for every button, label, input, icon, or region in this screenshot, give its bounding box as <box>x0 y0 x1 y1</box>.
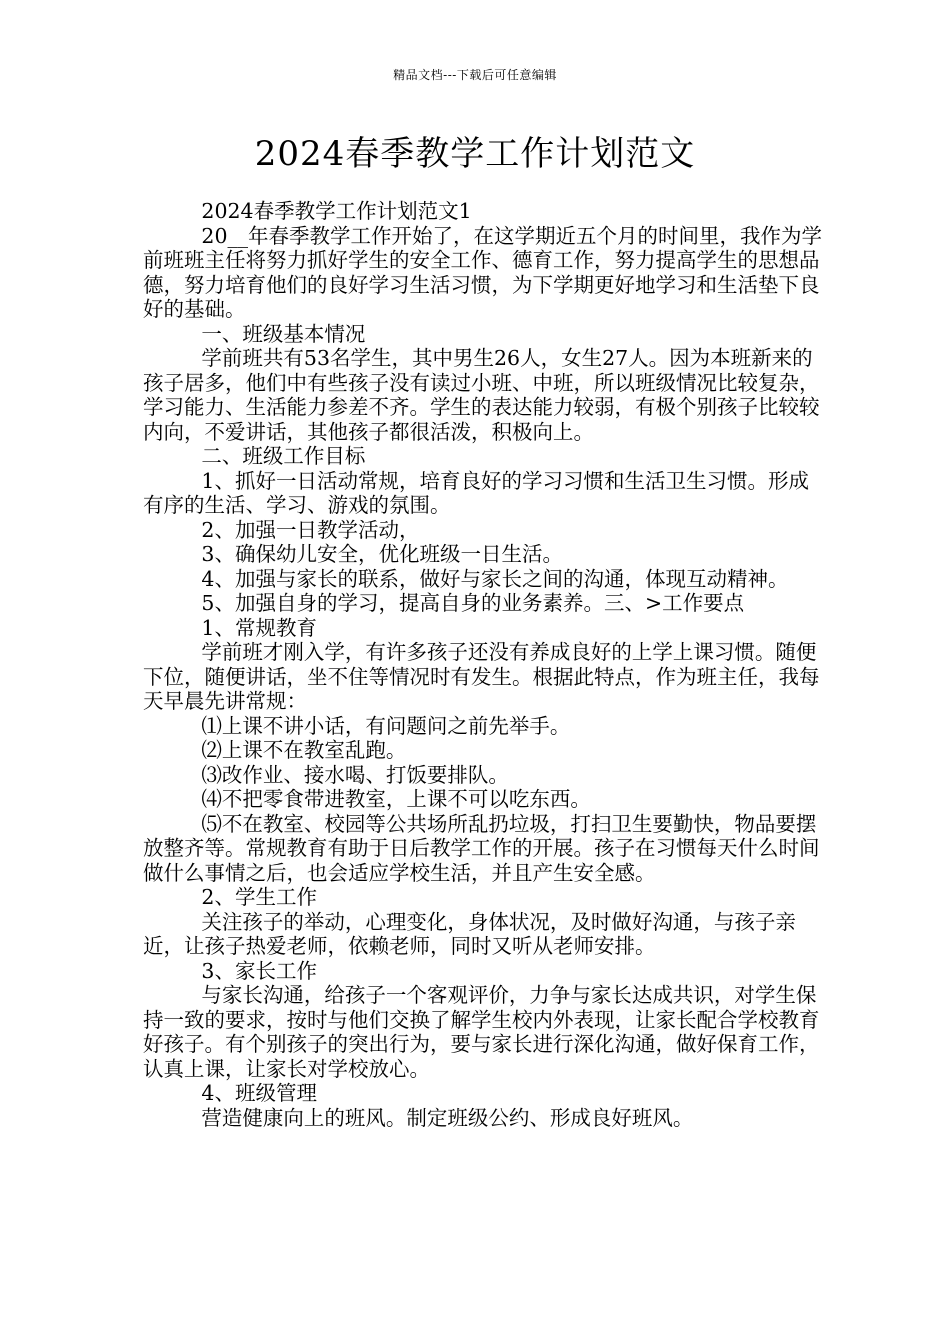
goal-item-1: 1、抓好一日活动常规，培育良好的学习习惯和生活卫生习惯。形成有序的生活、学习、游戏的氛围。 <box>143 468 809 517</box>
goal-item-4: 4、加强与家长的联系，做好与家长之间的沟通，体现互动精神。 <box>201 566 789 591</box>
rule-item-5: ⑸不在教室、校园等公共场所乱扔垃圾，打扫卫生要勤快，物品要摆放整齐等。常规教育有助于日后教学工作的开展。孩子在习惯每天什么时间做什么事情之后，也会适应学校生活，并且产生安全感。 <box>143 811 820 885</box>
document-title: 2024春季教学工作计划范文 <box>254 134 696 174</box>
parents-paragraph: 与家长沟通，给孩子一个客观评价，力争与家长达成共识，对学生保持一致的要求，按时与他们交换了解学生校内外表现，让家长配合学校教育好孩子。有个别孩子的突出行为，要与家长进行深化沟通，做好保育工作，认真上课，让家长对学校放心。 <box>143 983 820 1081</box>
rule-item-3: ⑶改作业、接水喝、打饭要排队。 <box>201 762 509 787</box>
rule-item-1: ⑴上课不讲小话，有问题问之前先举手。 <box>201 713 571 738</box>
subtitle: 2024春季教学工作计划范文1 <box>201 199 472 223</box>
routine-paragraph: 学前班才刚入学，有许多孩子还没有养成良好的上学上课习惯。随便下位，随便讲话，坐不住等情况时有发生。根据此特点，作为班主任，我每天早晨先讲常规： <box>143 640 820 713</box>
goal-item-3: 3、确保幼儿安全，优化班级一日生活。 <box>201 542 563 566</box>
subheading-parents: 3、家长工作 <box>201 958 317 983</box>
section-heading-2: 二、班级工作目标 <box>201 444 366 468</box>
section-heading-1: 一、班级基本情况 <box>201 321 366 346</box>
intro-paragraph: 20__年春季教学工作开始了，在这学期近五个月的时间里，我作为学前班班主任将努力抓好学生的安全工作、德育工作，努力提高学生的思想品德，努力培育他们的良好学习生活习惯，为下学期更好地学习和生活垫下良好的基础。 <box>143 223 823 321</box>
students-paragraph: 关注孩子的举动，心理变化，身体状况，及时做好沟通，与孩子亲近，让孩子热爱老师，依赖老师，同时又听从老师安排。 <box>143 909 796 958</box>
goal-item-2: 2、加强一日教学活动， <box>201 517 420 542</box>
rule-item-4: ⑷不把零食带进教室，上课不可以吃东西。 <box>201 787 591 811</box>
page-header: 精品文档---下载后可任意编辑 <box>393 68 557 82</box>
class-info-paragraph: 学前班共有53名学生，其中男生26人，女生27人。因为本班新来的孩子居多，他们中有些孩子没有读过小班、中班，所以班级情况比较复杂，学习能力、生活能力参差不齐。学生的表达能力较弱，有极个别孩子比较较内向，不爱讲话，其他孩子都很活泼，积极向上。 <box>143 346 820 444</box>
rule-item-2: ⑵上课不在教室乱跑。 <box>201 738 407 762</box>
document-body <box>143 199 828 1130</box>
goal-item-5: 5、加强自身的学习，提高自身的业务素养。三、>工作要点 <box>201 591 745 615</box>
subheading-students: 2、学生工作 <box>201 885 317 909</box>
subheading-management: 4、班级管理 <box>201 1081 317 1105</box>
subheading-routine: 1、常规教育 <box>201 615 317 640</box>
management-paragraph: 营造健康向上的班风。制定班级公约、形成良好班风。 <box>201 1105 694 1130</box>
